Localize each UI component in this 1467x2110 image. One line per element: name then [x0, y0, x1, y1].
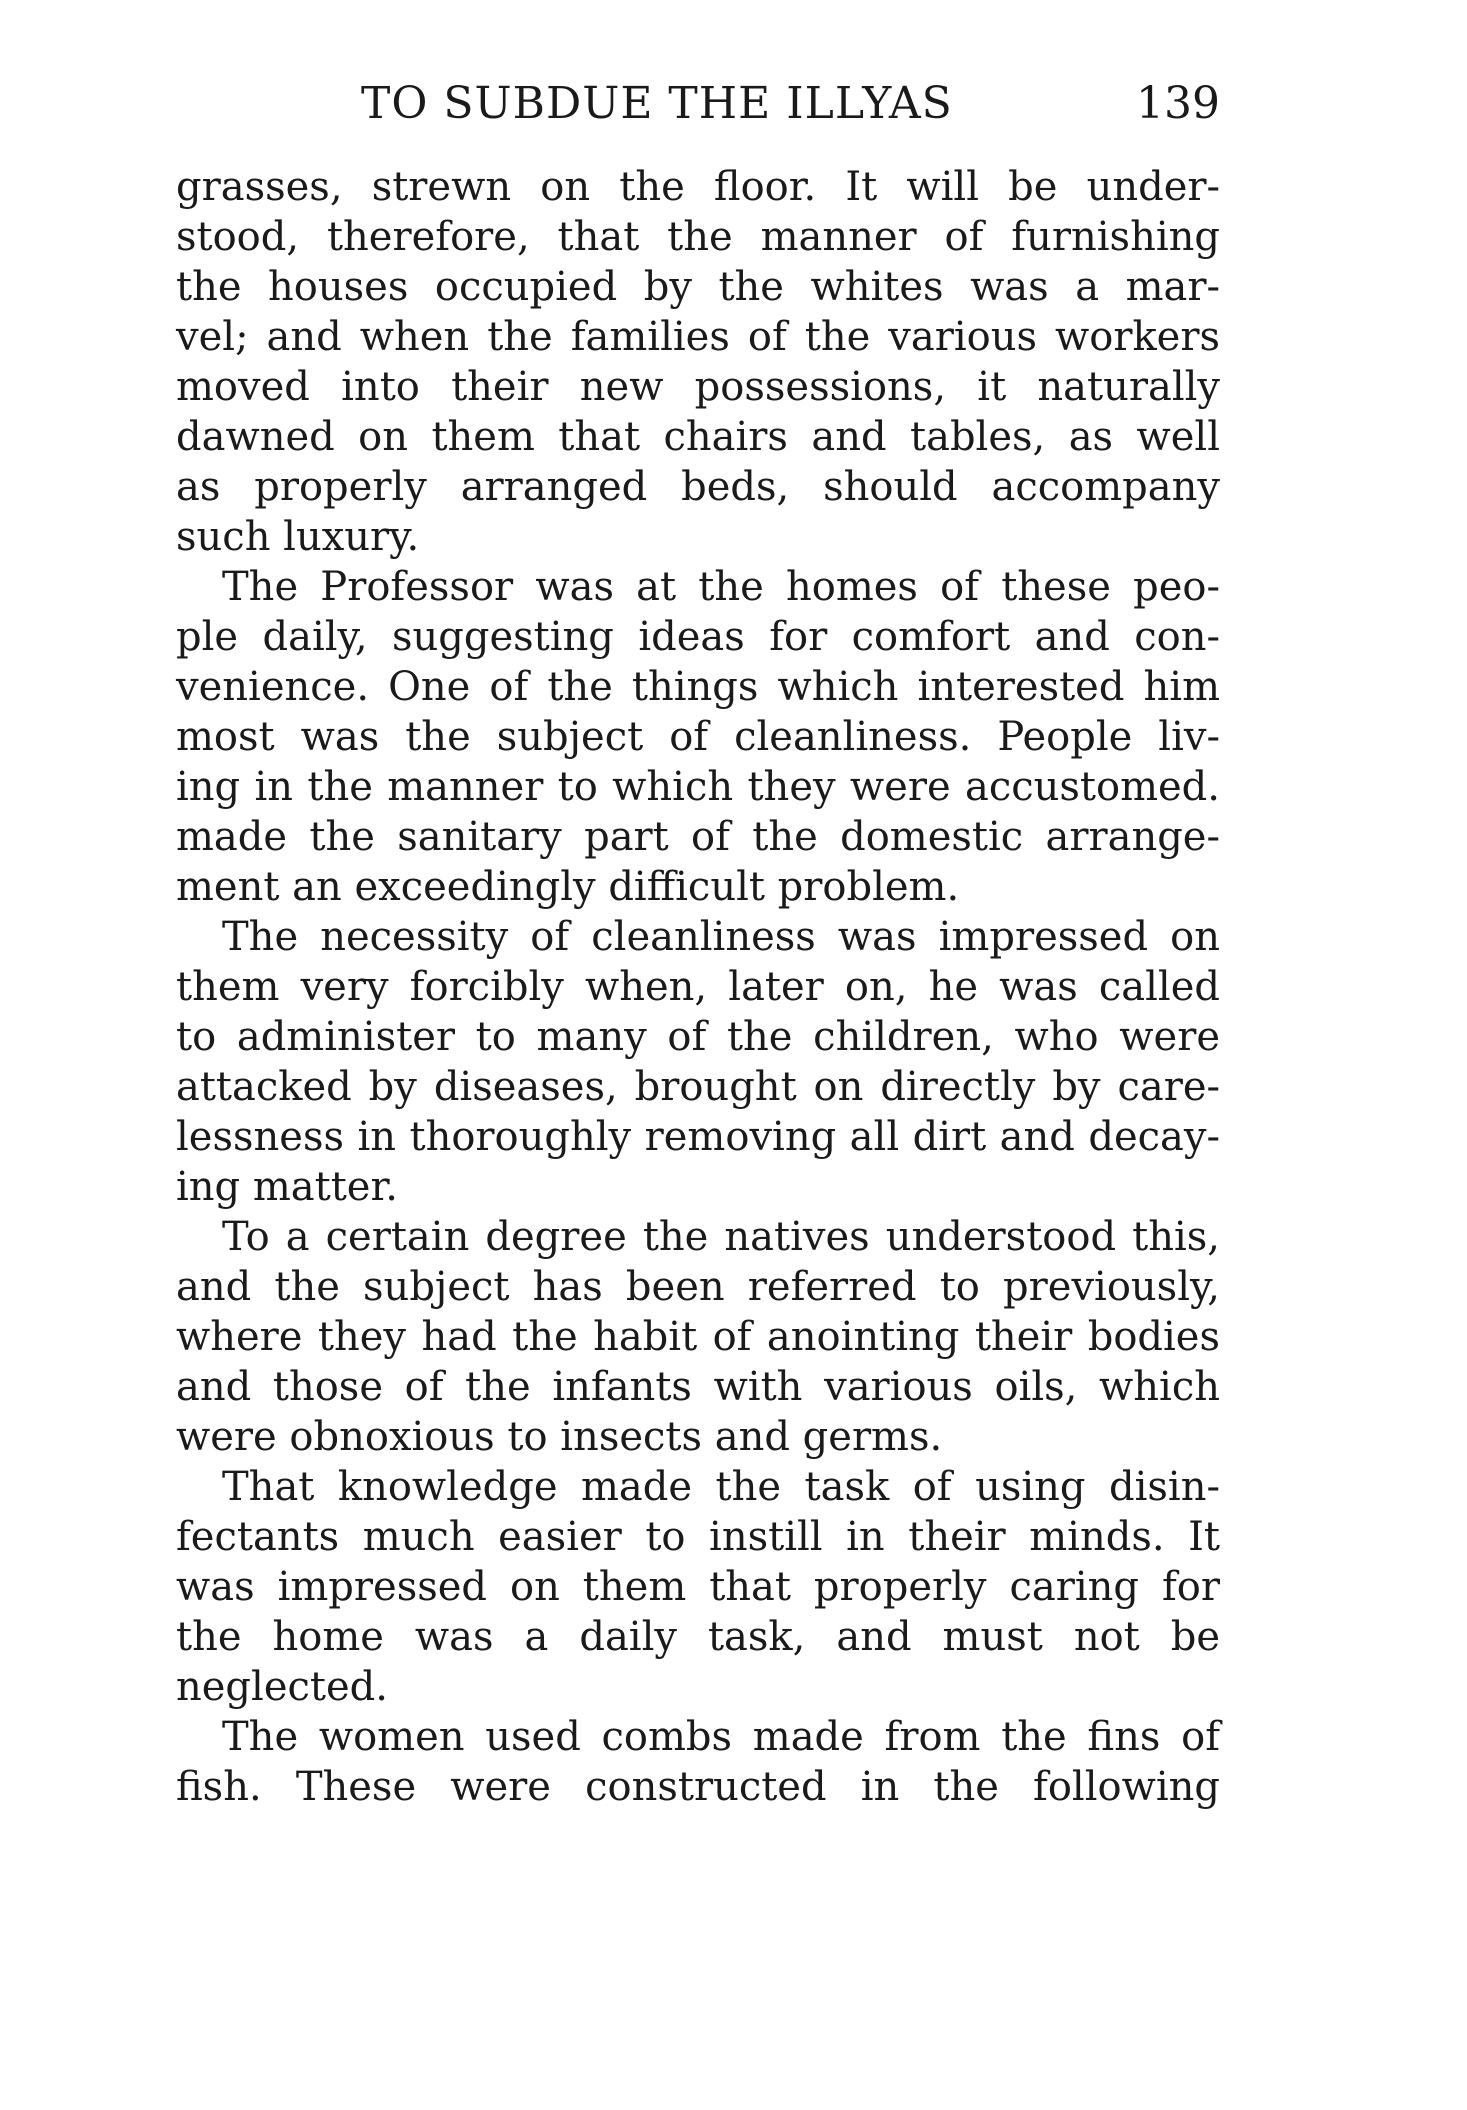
- text-line: where they had the habit of anointing their bodies: [176, 1314, 1220, 1360]
- text-line: them very forcibly when, later on, he was called: [176, 964, 1220, 1010]
- text-line: most was the subject of cleanliness. People liv-: [176, 714, 1220, 760]
- text-line: The Professor was at the homes of these peo-: [222, 564, 1220, 610]
- text-line: lessness in thoroughly removing all dirt and decay-: [176, 1114, 1220, 1160]
- text-line: as properly arranged beds, should accompany: [176, 464, 1220, 510]
- text-line: vel; and when the families of the various workers: [176, 314, 1220, 360]
- body-text: [176, 162, 1220, 1812]
- text-line: stood, therefore, that the manner of furnishing: [176, 214, 1220, 260]
- text-line: such luxury.: [176, 514, 420, 560]
- text-line: The necessity of cleanliness was impressed on: [222, 914, 1220, 960]
- text-line: venience. One of the things which interested him: [176, 664, 1220, 710]
- text-line: and the subject has been referred to previously,: [176, 1264, 1220, 1310]
- text-line: fectants much easier to instill in their minds. It: [176, 1514, 1220, 1560]
- text-line: to administer to many of the children, who were: [176, 1014, 1220, 1060]
- text-line: moved into their new possessions, it naturally: [176, 364, 1220, 410]
- text-line: neglected.: [176, 1664, 388, 1710]
- running-title: TO SUBDUE THE ILLYAS: [361, 78, 953, 129]
- text-line: attacked by diseases, brought on directly by care-: [176, 1064, 1220, 1110]
- text-line: fish. These were constructed in the following: [176, 1764, 1220, 1810]
- text-line: grasses, strewn on the floor. It will be under-: [176, 164, 1220, 210]
- text-line: were obnoxious to insects and germs.: [176, 1414, 943, 1460]
- text-line: and those of the infants with various oils, which: [176, 1364, 1220, 1410]
- text-line: The women used combs made from the fins of: [222, 1714, 1220, 1760]
- text-line: the houses occupied by the whites was a mar-: [176, 264, 1220, 310]
- text-line: ment an exceedingly difficult problem.: [176, 864, 960, 910]
- text-line: made the sanitary part of the domestic arrange-: [176, 814, 1220, 860]
- text-line: ing matter.: [176, 1164, 398, 1210]
- text-line: That knowledge made the task of using disin-: [222, 1464, 1220, 1510]
- text-line: dawned on them that chairs and tables, as well: [176, 414, 1220, 460]
- running-header: [176, 74, 1220, 134]
- page-number: 139: [1136, 78, 1220, 129]
- text-line: To a certain degree the natives understood this,: [222, 1214, 1220, 1260]
- text-line: ple daily, suggesting ideas for comfort and con-: [176, 614, 1220, 660]
- text-line: ing in the manner to which they were accustomed.: [176, 764, 1220, 810]
- text-line: the home was a daily task, and must not be: [176, 1614, 1220, 1660]
- text-line: was impressed on them that properly caring for: [176, 1564, 1220, 1610]
